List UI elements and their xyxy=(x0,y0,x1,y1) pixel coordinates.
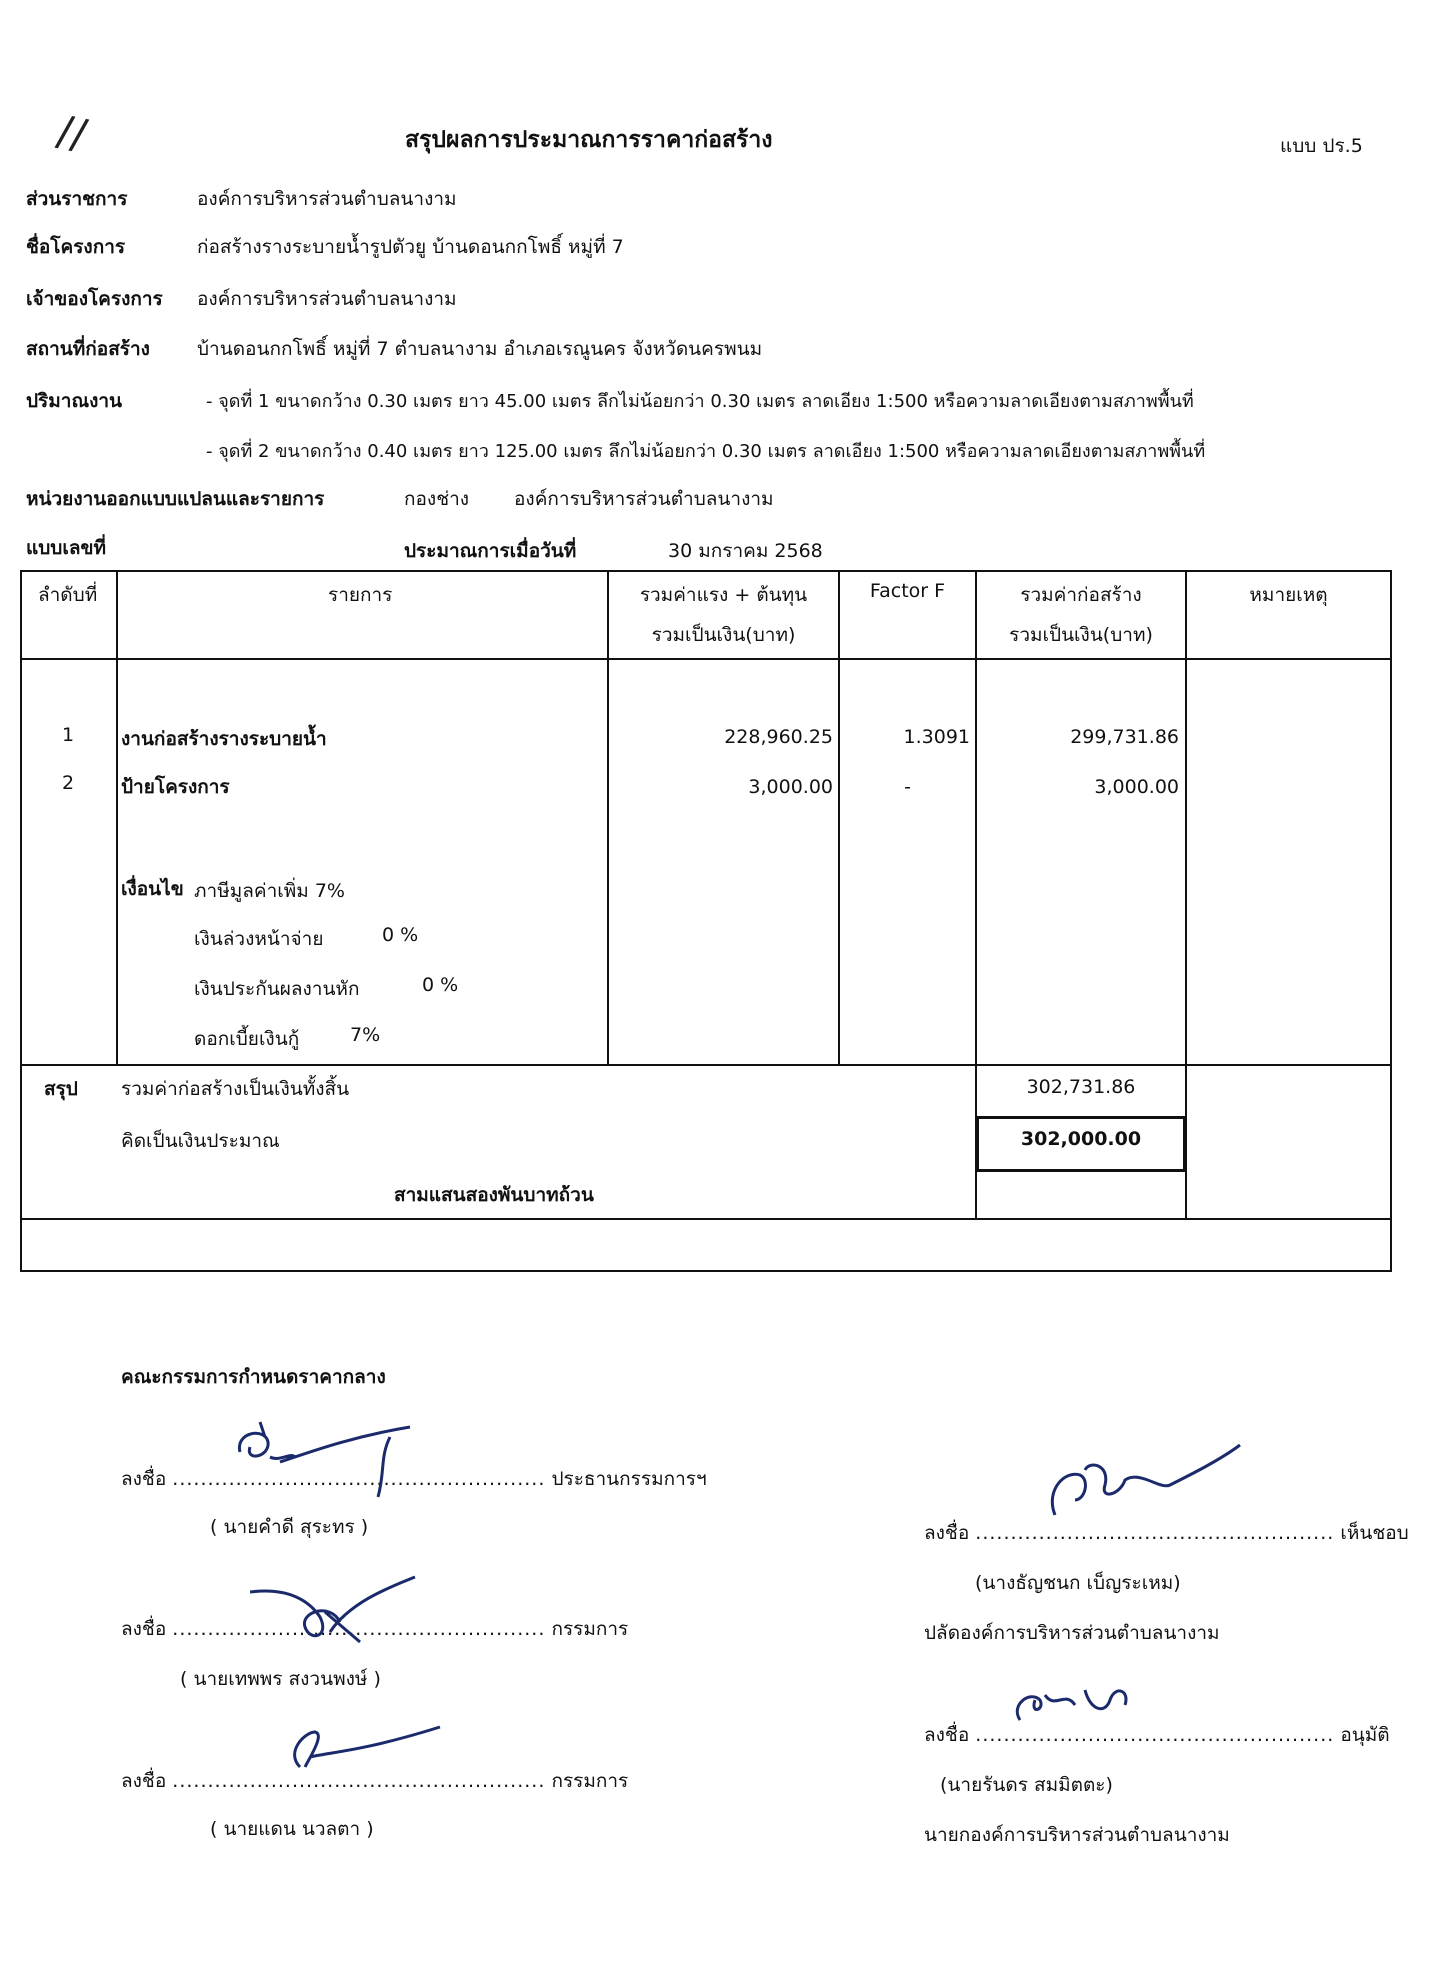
owner-value: องค์การบริหารส่วนตำบลนางาม xyxy=(197,288,457,310)
summary-in-words: สามแสนสองพันบาทถ้วน xyxy=(394,1184,594,1206)
member-1-name: ( นายคำดี สุระทร ) xyxy=(210,1516,369,1538)
row-1-factor: 1.3091 xyxy=(903,726,970,748)
summary-approx-value: 302,000.00 xyxy=(1020,1128,1142,1150)
sign-prefix: ลงชื่อ xyxy=(924,1724,970,1746)
summary-label: สรุป xyxy=(44,1078,78,1100)
approval-1-role: เห็นชอบ xyxy=(1340,1522,1409,1544)
estimate-date-label: ประมาณการเมื่อวันที่ xyxy=(404,540,577,562)
conditions-vat: ภาษีมูลค่าเพิ่ม 7% xyxy=(194,880,345,902)
summary-total-value: 302,731.86 xyxy=(1026,1076,1136,1098)
sign-dots: ................................................... xyxy=(975,1522,1335,1544)
form-code: แบบ ปร.5 xyxy=(1280,135,1363,157)
member-2-signature xyxy=(250,1562,430,1662)
approval-1-position: ปลัดองค์การบริหารส่วนตำบลนางาม xyxy=(924,1622,1220,1644)
interest-value: 7% xyxy=(350,1024,381,1046)
header-total-2: รวมเป็นเงิน(บาท) xyxy=(1009,624,1153,646)
page-title: สรุปผลการประมาณการราคาก่อสร้าง xyxy=(405,127,773,153)
conditions-label: เงื่อนไข xyxy=(121,878,184,900)
header-no: ลำดับที่ xyxy=(38,584,98,606)
sign-prefix: ลงชื่อ xyxy=(121,1770,167,1792)
qty-line-2: - จุดที่ 2 ขนาดกว้าง 0.40 เมตร ยาว 125.00 เมตร ลึกไม่น้อยกว่า 0.30 เมตร ลาดเอียง 1:500 หรือความลาดเอียงตามสภาพพื้นที่ xyxy=(206,441,1206,462)
advance-label: เงินล่วงหน้าจ่าย xyxy=(194,928,324,950)
committee-title: คณะกรรมการกำหนดราคากลาง xyxy=(121,1366,386,1388)
design-value-1: กองช่าง xyxy=(404,488,470,510)
member-1-signature xyxy=(220,1402,420,1502)
row-1-total: 299,731.86 xyxy=(1070,726,1179,748)
qty-line-1: - จุดที่ 1 ขนาดกว้าง 0.30 เมตร ยาว 45.00 เมตร ลึกไม่น้อยกว่า 0.30 เมตร ลาดเอียง 1:500 หรือความลาดเอียงตามสภาพพื้นที่ xyxy=(206,391,1194,412)
qty-label: ปริมาณงาน xyxy=(26,390,123,412)
sign-dots: ..................................................... xyxy=(172,1618,546,1640)
estimate-date-value: 30 มกราคม 2568 xyxy=(668,540,823,562)
design-label: หน่วยงานออกแบบแปลนและรายการ xyxy=(26,488,325,510)
site-label: สถานที่ก่อสร้าง xyxy=(26,338,150,360)
approval-1-signature xyxy=(1030,1440,1250,1530)
member-2-name: ( นายเทพพร สงวนพงษ์ ) xyxy=(180,1668,381,1690)
owner-label: เจ้าของโครงการ xyxy=(26,288,163,310)
sign-dots: ..................................................... xyxy=(172,1770,546,1792)
sign-dots: ..................................................... xyxy=(172,1468,546,1490)
approval-2-name: (นายรันดร สมมิตตะ) xyxy=(940,1774,1113,1796)
header-factor: Factor F xyxy=(869,580,946,602)
row-2-no: 2 xyxy=(62,772,75,794)
approval-2-position: นายกองค์การบริหารส่วนตำบลนางาม xyxy=(924,1824,1230,1846)
row-1-no: 1 xyxy=(62,724,75,746)
header-total-1: รวมค่าก่อสร้าง xyxy=(1020,584,1142,606)
approval-1-name: (นางธัญชนก เบ็ญระเหม) xyxy=(975,1572,1181,1594)
sign-prefix: ลงชื่อ xyxy=(121,1618,167,1640)
warranty-value: 0 % xyxy=(422,974,459,996)
member-3-signature xyxy=(270,1712,450,1782)
approval-2-signature xyxy=(1000,1670,1140,1740)
sign-prefix: ลงชื่อ xyxy=(924,1522,970,1544)
header-cost-2: รวมเป็นเงิน(บาท) xyxy=(651,624,796,646)
sign-dots: ................................................... xyxy=(975,1724,1335,1746)
row-1-cost: 228,960.25 xyxy=(724,726,833,748)
row-2-cost: 3,000.00 xyxy=(748,776,833,798)
header-remark: หมายเหตุ xyxy=(1249,584,1328,606)
member-1-role: ประธานกรรมการฯ xyxy=(551,1468,707,1490)
member-3-role: กรรมการ xyxy=(551,1770,629,1792)
member-3-name: ( นายแดน นวลตา ) xyxy=(210,1818,374,1840)
header-item: รายการ xyxy=(328,584,393,606)
warranty-label: เงินประกันผลงานหัก xyxy=(194,978,360,1000)
project-value: ก่อสร้างรางระบายน้ำรูปตัวยู บ้านดอนกกโพธิ์ หมู่ที่ 7 xyxy=(197,236,624,258)
project-label: ชื่อโครงการ xyxy=(26,236,126,258)
row-2-total: 3,000.00 xyxy=(1094,776,1179,798)
drawing-label: แบบเลขที่ xyxy=(26,537,107,559)
site-value: บ้านดอนกกโพธิ์ หมู่ที่ 7 ตำบลนางาม อำเภอเรณูนคร จังหวัดนครพนม xyxy=(197,338,763,360)
row-2-item: ป้ายโครงการ xyxy=(121,776,230,798)
row-2-factor: - xyxy=(904,776,911,798)
summary-total-label: รวมค่าก่อสร้างเป็นเงินทั้งสิ้น xyxy=(121,1078,350,1100)
dept-value: องค์การบริหารส่วนตำบลนางาม xyxy=(197,188,457,210)
sign-prefix: ลงชื่อ xyxy=(121,1468,167,1490)
advance-value: 0 % xyxy=(382,924,419,946)
header-cost-1: รวมค่าแรง + ต้นทุน xyxy=(639,584,808,606)
row-1-item: งานก่อสร้างรางระบายน้ำ xyxy=(121,728,327,750)
summary-approx-label: คิดเป็นเงินประมาณ xyxy=(121,1130,280,1152)
design-value-2: องค์การบริหารส่วนตำบลนางาม xyxy=(514,488,774,510)
member-2-role: กรรมการ xyxy=(551,1618,629,1640)
interest-label: ดอกเบี้ยเงินกู้ xyxy=(194,1028,300,1050)
corner-mark: // xyxy=(53,105,92,160)
approval-2-sign-line xyxy=(924,1720,1390,1750)
dept-label: ส่วนราชการ xyxy=(26,188,128,210)
approval-2-role: อนุมัติ xyxy=(1340,1724,1390,1746)
